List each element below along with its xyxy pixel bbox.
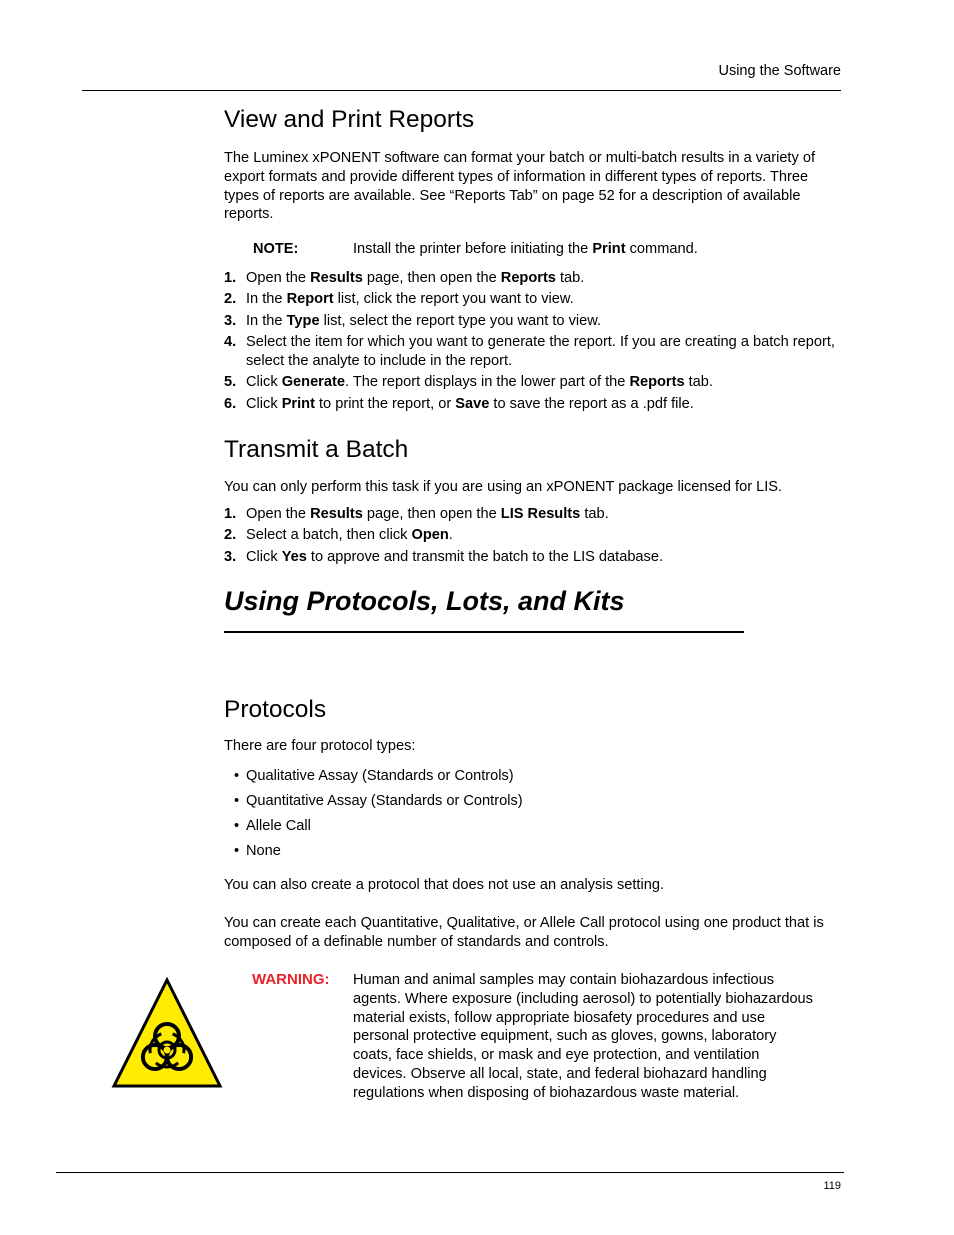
- step-item: [224, 290, 844, 309]
- step-text: Click: [246, 395, 282, 412]
- step-text: . The report displays in the lower part of the: [344, 374, 630, 391]
- step-text: list, select the report type you want to view.: [319, 312, 602, 329]
- step-item: [224, 505, 844, 524]
- step-text: tab.: [684, 374, 713, 391]
- step-text: Open the: [246, 270, 311, 286]
- list-item-text: Qualitative Assay (Standards or Controls): [246, 768, 514, 784]
- step-number: 5.: [224, 374, 237, 391]
- step-text: list, click the report you want to view.: [333, 291, 574, 308]
- footer-rule: [56, 1172, 844, 1173]
- chapter-title: Using Protocols, Lots, and Kits: [224, 586, 625, 616]
- step-bold: Results: [310, 506, 363, 522]
- protocols-para2: You can create each Quantitative, Qualitative, or Allele Call protocol using one product that is composed of a definable number of standards and controls.: [224, 915, 824, 950]
- bullet-glyph: •: [234, 768, 240, 784]
- step-bold: Print: [281, 395, 315, 412]
- step-text: tab.: [580, 506, 609, 522]
- transmit-steps: [224, 505, 844, 567]
- step-bold: Reports: [629, 374, 685, 391]
- header-rule: [82, 90, 841, 91]
- note-text-post: command.: [625, 241, 698, 257]
- list-item: [224, 764, 523, 789]
- bullet-glyph: •: [234, 793, 240, 809]
- step-item: [224, 312, 844, 331]
- step-text: In the: [246, 312, 287, 329]
- step-number: 2.: [224, 527, 237, 544]
- step-number: 1.: [224, 506, 237, 522]
- step-text: page, then open the: [362, 270, 501, 286]
- bullet-glyph: •: [234, 843, 240, 859]
- running-title: Using the Software: [718, 63, 841, 79]
- note-label: NOTE:: [253, 241, 299, 257]
- list-item: [224, 839, 523, 864]
- step-text: Click: [246, 374, 282, 391]
- step-item: [224, 269, 844, 288]
- list-item: [224, 814, 523, 839]
- step-number: 3.: [224, 312, 237, 329]
- section-title-transmit: Transmit a Batch: [224, 436, 409, 463]
- page-number: 119: [823, 1180, 841, 1192]
- protocols-para1: You can also create a protocol that does not use an analysis setting.: [224, 877, 664, 893]
- step-text: to save the report as a .pdf file.: [489, 395, 694, 412]
- step-text: Open the: [246, 506, 311, 522]
- note-text-bold: Print: [592, 241, 626, 257]
- step-bold: Generate: [281, 374, 345, 391]
- list-item-text: None: [246, 843, 281, 859]
- step-number: 4.: [224, 334, 237, 351]
- protocols-intro: There are four protocol types:: [224, 738, 416, 754]
- step-text: page, then open the: [362, 506, 501, 522]
- warning-label: WARNING:: [252, 971, 330, 988]
- step-item: [224, 526, 844, 545]
- biohazard-icon: [111, 977, 223, 1089]
- step-text: tab.: [555, 270, 585, 286]
- step-number: 3.: [224, 548, 237, 565]
- step-text: Select a batch, then click: [246, 527, 412, 544]
- step-text: Select the item for which you want to generate the report. If you are creating a batch report, select the analyte to include in the report.: [246, 334, 835, 369]
- step-bold: Reports: [500, 270, 556, 286]
- note-text-pre: Install the printer before initiating the: [353, 241, 593, 257]
- protocol-types-list: [224, 764, 523, 864]
- step-bold: LIS Results: [500, 506, 581, 522]
- note-callout: [253, 241, 698, 257]
- step-text: to approve and transmit the batch to the LIS database.: [306, 548, 664, 565]
- bullet-glyph: •: [234, 818, 240, 834]
- section-title-view-print: View and Print Reports: [224, 106, 475, 133]
- list-item: [224, 789, 523, 814]
- step-number: 1.: [224, 270, 237, 286]
- step-text: to print the report, or: [314, 395, 456, 412]
- step-bold: Report: [286, 291, 334, 308]
- step-text: In the: [246, 291, 287, 308]
- warning-text: Human and animal samples may contain biohazardous infectious agents. Where exposure (including aerosol) to potentially biohazardous material exists, follow appropriate biosafety procedures and use personal protective equipment, such as gloves, gowns, laboratory coats, face shields, or mask and eye protection, and ventilation devices. Observe all local, state, and federal biohazard handling regulations when disposing of biohazardous waste material.: [353, 972, 813, 1101]
- step-bold: Yes: [281, 548, 307, 565]
- step-bold: Results: [310, 270, 363, 286]
- step-bold: Open: [411, 527, 449, 544]
- step-item: [224, 548, 844, 567]
- chapter-rule: [224, 631, 744, 633]
- step-text: .: [448, 527, 453, 544]
- step-item: [224, 373, 844, 392]
- step-bold: Type: [286, 312, 320, 329]
- step-item: [224, 333, 844, 371]
- view-print-intro: The Luminex xPONENT software can format your batch or multi-batch results in a variety of export formats and provide different types of information in different types of reports. Three types of reports are available. See “Reports Tab” on page 52 for a description of available reports.: [224, 150, 816, 223]
- step-item: [224, 395, 844, 414]
- section-title-protocols: Protocols: [224, 696, 327, 723]
- view-print-steps: [224, 269, 844, 414]
- transmit-intro: You can only perform this task if you are using an xPONENT package licensed for LIS.: [224, 479, 783, 495]
- step-bold: Save: [455, 395, 490, 412]
- list-item-text: Quantitative Assay (Standards or Controls): [246, 793, 523, 809]
- list-item-text: Allele Call: [246, 818, 311, 834]
- step-number: 2.: [224, 291, 237, 308]
- step-number: 6.: [224, 395, 237, 412]
- step-text: Click: [246, 548, 282, 565]
